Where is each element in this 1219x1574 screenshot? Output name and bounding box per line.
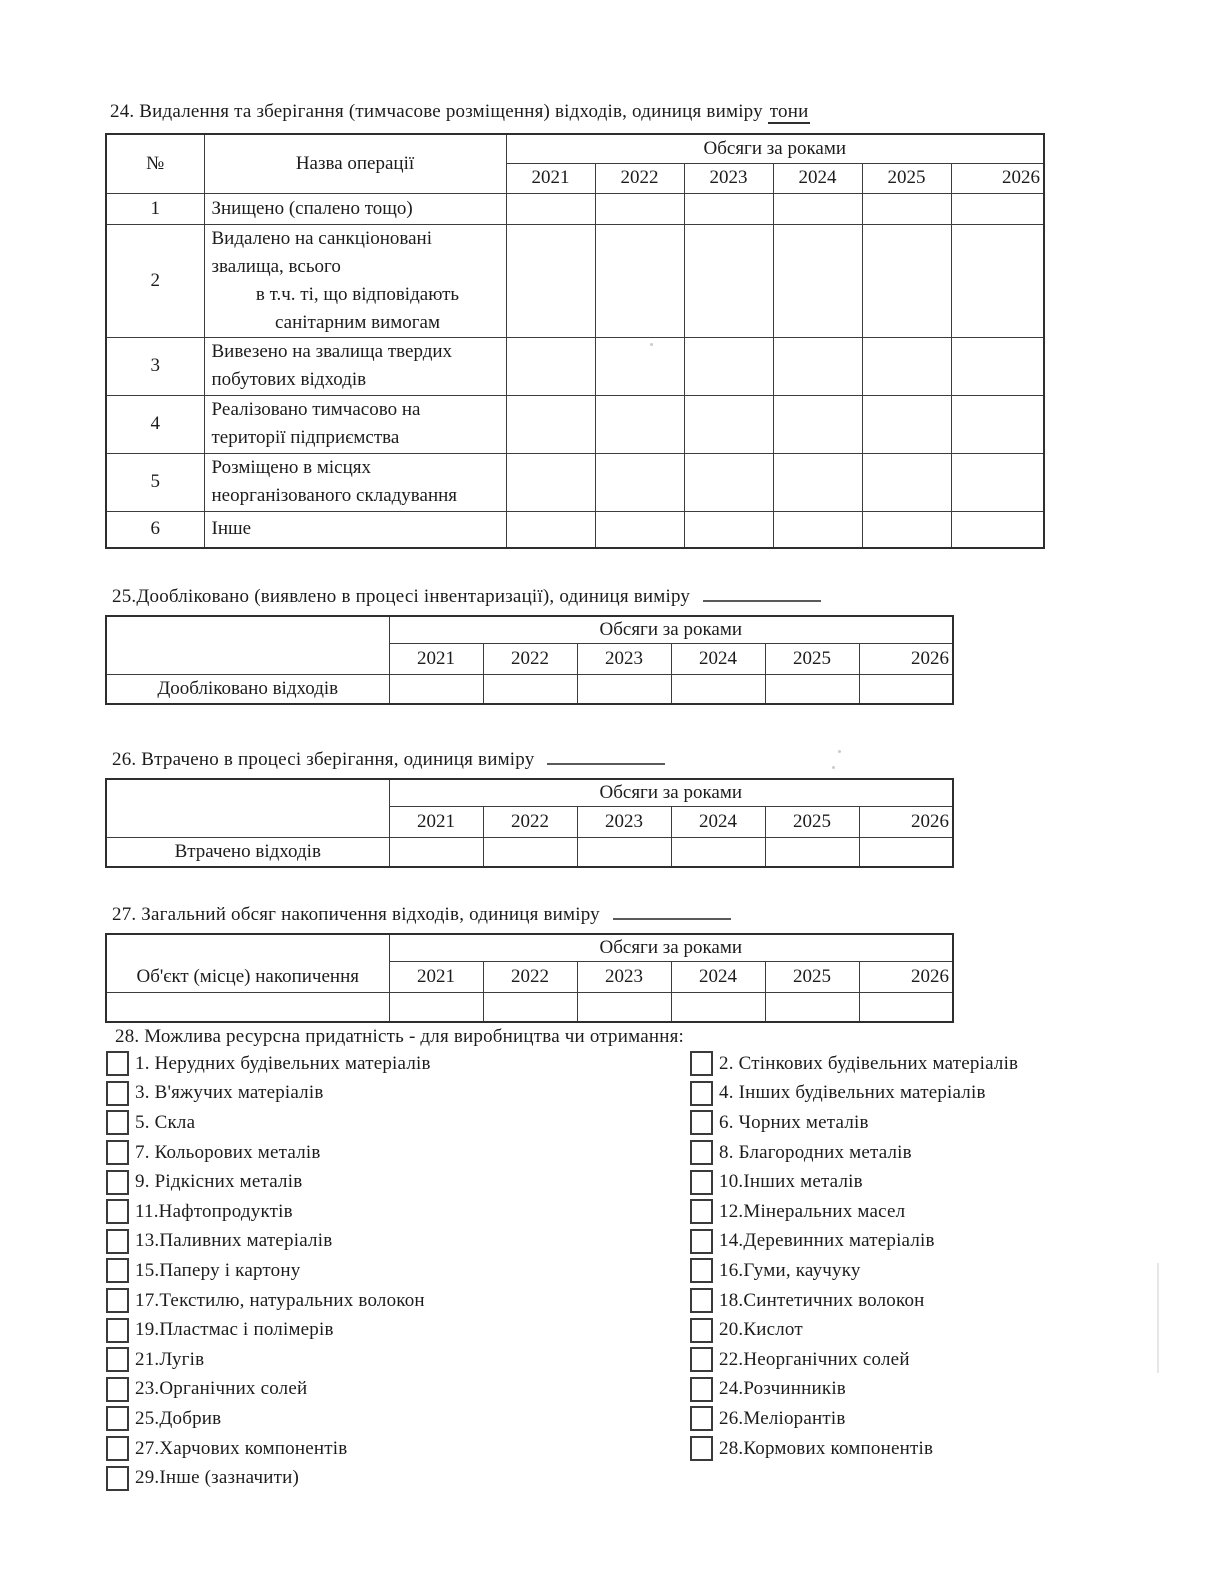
data-cell[interactable] — [506, 511, 595, 548]
column-header-volumes: Обсяги за роками — [389, 779, 953, 806]
operation-cell: Видалено на санкціоновані звалища, всього в т.ч. ті, що відповідають санітарним вимогам — [204, 224, 506, 337]
checklist-item: 27.Харчових компонентів — [106, 1434, 431, 1464]
data-cell[interactable] — [671, 837, 765, 867]
year-header: 2022 — [483, 961, 577, 992]
checklist-item: 18.Синтетичних волокон — [690, 1286, 1018, 1316]
checklist-item: 7. Кольорових металів — [106, 1138, 431, 1168]
row-label-cell: Втрачено відходів — [106, 837, 389, 867]
data-cell[interactable] — [684, 395, 773, 453]
data-cell[interactable] — [684, 193, 773, 224]
year-header: 2023 — [577, 643, 671, 674]
table-waste-disposal-storage — [105, 133, 1045, 549]
section-27-heading-text: 27. Загальний обсяг накопичення відходів, одиниця виміру — [112, 904, 600, 925]
scan-speck — [832, 766, 835, 769]
section-26-heading-text: 26. Втрачено в процесі зберігання, одиниця виміру — [112, 749, 535, 770]
checklist-item: 4. Інших будівельних матеріалів — [690, 1079, 1018, 1109]
row-number-cell: 5 — [106, 453, 204, 511]
operation-cell: Знищено (спалено тощо) — [204, 193, 506, 224]
data-cell[interactable] — [951, 511, 1044, 548]
column-header-volumes: Обсяги за роками — [389, 616, 953, 643]
checkbox-icon[interactable] — [106, 1199, 129, 1224]
checkbox-icon[interactable] — [690, 1406, 713, 1431]
year-header: 2024 — [773, 163, 862, 193]
operation-cell: Вивезено на звалища твердих побутових відходів — [204, 337, 506, 395]
checklist-item: 6. Чорних металів — [690, 1108, 1018, 1138]
data-cell[interactable] — [506, 337, 595, 395]
column-header-number: № — [106, 134, 204, 193]
year-header: 2025 — [765, 643, 859, 674]
checkbox-icon[interactable] — [106, 1081, 129, 1106]
checklist-item: 25.Добрив — [106, 1404, 431, 1434]
checkbox-icon[interactable] — [106, 1347, 129, 1372]
year-header: 2025 — [765, 961, 859, 992]
unit-of-measure-value: тони — [769, 101, 809, 122]
data-cell[interactable] — [389, 674, 483, 704]
column-header-operation: Назва операції — [204, 134, 506, 193]
row-number-cell: 3 — [106, 337, 204, 395]
column-header-volumes: Обсяги за роками — [506, 134, 1044, 163]
data-cell[interactable] — [951, 224, 1044, 337]
checklist-item: 13.Паливних матеріалів — [106, 1227, 431, 1257]
data-cell[interactable] — [951, 193, 1044, 224]
checklist-item: 14.Деревинних матеріалів — [690, 1227, 1018, 1257]
table-additionally-accounted — [105, 615, 954, 705]
checklist-item: 2. Стінкових будівельних матеріалів — [690, 1049, 1018, 1079]
year-header: 2026 — [951, 163, 1044, 193]
section-26-heading — [112, 748, 665, 771]
checkbox-icon[interactable] — [106, 1406, 129, 1431]
data-cell[interactable] — [506, 395, 595, 453]
checklist-item: 9. Рідкісних металів — [106, 1167, 431, 1197]
data-cell[interactable] — [773, 511, 862, 548]
column-header-volumes: Обсяги за роками — [389, 934, 953, 961]
row-label-cell: Дообліковано відходів — [106, 674, 389, 704]
data-cell[interactable] — [773, 337, 862, 395]
checklist-item: 26.Меліорантів — [690, 1404, 1018, 1434]
table-row — [106, 337, 1044, 395]
table-lost-during-storage — [105, 778, 954, 868]
checkbox-icon[interactable] — [106, 1466, 129, 1491]
checkbox-icon[interactable] — [690, 1229, 713, 1254]
data-cell[interactable] — [595, 224, 684, 337]
data-cell[interactable] — [595, 511, 684, 548]
data-cell[interactable] — [773, 453, 862, 511]
data-cell[interactable] — [389, 992, 483, 1022]
checkbox-icon[interactable] — [690, 1258, 713, 1283]
data-cell[interactable] — [859, 837, 953, 867]
operation-cell: Реалізовано тимчасово на території підприємства — [204, 395, 506, 453]
checklist-item: 8. Благородних металів — [690, 1138, 1018, 1168]
year-header: 2025 — [862, 163, 951, 193]
checklist-item: 19.Пластмас і полімерів — [106, 1315, 431, 1345]
year-header: 2023 — [577, 806, 671, 837]
table-row — [106, 193, 1044, 224]
column-header-accumulation-place: Об'єкт (місце) накопичення — [106, 934, 389, 992]
checkbox-icon[interactable] — [106, 1110, 129, 1135]
year-header: 2021 — [506, 163, 595, 193]
checklist-item: 5. Скла — [106, 1108, 431, 1138]
checkbox-icon[interactable] — [690, 1288, 713, 1313]
year-header: 2024 — [671, 961, 765, 992]
checkbox-icon[interactable] — [690, 1377, 713, 1402]
table-row — [106, 224, 1044, 337]
row-number-cell: 1 — [106, 193, 204, 224]
checkbox-icon[interactable] — [690, 1170, 713, 1195]
data-cell[interactable] — [773, 395, 862, 453]
checkbox-icon[interactable] — [106, 1288, 129, 1313]
data-cell[interactable] — [951, 453, 1044, 511]
checkbox-icon[interactable] — [106, 1258, 129, 1283]
checklist-item: 15.Паперу і картону — [106, 1256, 431, 1286]
checkbox-icon[interactable] — [690, 1051, 713, 1076]
data-cell[interactable] — [389, 837, 483, 867]
data-cell[interactable] — [506, 193, 595, 224]
data-cell[interactable] — [765, 837, 859, 867]
checkbox-icon[interactable] — [690, 1140, 713, 1165]
year-header: 2022 — [483, 643, 577, 674]
table-row — [106, 395, 1044, 453]
data-cell[interactable] — [862, 511, 951, 548]
checklist-item: 1. Нерудних будівельних матеріалів — [106, 1049, 431, 1079]
scan-speck — [838, 750, 841, 753]
checkbox-icon[interactable] — [106, 1318, 129, 1343]
section-24-heading — [110, 101, 810, 123]
checkbox-icon[interactable] — [106, 1051, 129, 1076]
data-cell[interactable] — [859, 992, 953, 1022]
year-header: 2023 — [577, 961, 671, 992]
table-row — [106, 511, 1044, 548]
checklist-item: 29.Інше (зазначити) — [106, 1463, 431, 1493]
year-header: 2025 — [765, 806, 859, 837]
data-cell[interactable] — [765, 992, 859, 1022]
table-total-accumulated-waste — [105, 933, 954, 1023]
table-header-row — [106, 934, 953, 961]
row-number-cell: 6 — [106, 511, 204, 548]
checklist-item: 28.Кормових компонентів — [690, 1434, 1018, 1464]
data-cell[interactable] — [671, 992, 765, 1022]
data-cell[interactable] — [684, 511, 773, 548]
table-row — [106, 674, 953, 704]
unit-blank-line[interactable] — [547, 748, 665, 765]
data-cell[interactable] — [506, 453, 595, 511]
data-cell[interactable] — [862, 193, 951, 224]
checkbox-icon[interactable] — [106, 1170, 129, 1195]
data-cell[interactable] — [595, 395, 684, 453]
checklist-item: 3. В'яжучих матеріалів — [106, 1079, 431, 1109]
data-cell[interactable] — [577, 674, 671, 704]
data-cell[interactable] — [862, 453, 951, 511]
table-header-row — [106, 134, 1044, 163]
checkbox-icon[interactable] — [690, 1110, 713, 1135]
year-header: 2026 — [859, 961, 953, 992]
data-cell[interactable] — [951, 395, 1044, 453]
data-cell[interactable] — [862, 337, 951, 395]
checkbox-icon[interactable] — [690, 1318, 713, 1343]
checkbox-icon[interactable] — [690, 1081, 713, 1106]
table-header-row — [106, 779, 953, 806]
year-header: 2021 — [389, 806, 483, 837]
data-cell[interactable] — [595, 337, 684, 395]
checklist-item: 11.Нафтопродуктів — [106, 1197, 431, 1227]
checkbox-icon[interactable] — [690, 1436, 713, 1461]
data-cell[interactable] — [859, 674, 953, 704]
data-cell[interactable] — [684, 453, 773, 511]
data-cell[interactable] — [862, 395, 951, 453]
data-cell[interactable] — [671, 674, 765, 704]
scan-speck — [650, 343, 653, 346]
operation-cell: Розміщено в місцях неорганізованого складування — [204, 453, 506, 511]
data-cell[interactable] — [951, 337, 1044, 395]
checklist-item: 17.Текстилю, натуральних волокон — [106, 1286, 431, 1316]
data-cell[interactable] — [577, 992, 671, 1022]
row-number-cell: 2 — [106, 224, 204, 337]
year-header: 2024 — [671, 643, 765, 674]
data-cell[interactable] — [506, 224, 595, 337]
year-header: 2026 — [859, 806, 953, 837]
year-header: 2022 — [483, 806, 577, 837]
year-header: 2022 — [595, 163, 684, 193]
data-cell[interactable] — [483, 837, 577, 867]
section-25-heading — [112, 585, 821, 608]
checkbox-icon[interactable] — [106, 1436, 129, 1461]
label-header-cell — [106, 779, 389, 837]
section-25-heading-text: 25.Дообліковано (виявлено в процесі інвентаризації), одиниця виміру — [112, 586, 691, 607]
checklist-item: 22.Неорганічних солей — [690, 1345, 1018, 1375]
checkbox-icon[interactable] — [106, 1229, 129, 1254]
row-number-cell: 4 — [106, 395, 204, 453]
unit-blank-line[interactable] — [703, 585, 821, 602]
data-cell[interactable] — [106, 992, 389, 1022]
data-cell[interactable] — [773, 193, 862, 224]
checklist-item: 23.Органічних солей — [106, 1375, 431, 1405]
resource-checklist-left-column — [106, 1049, 431, 1493]
data-cell[interactable] — [765, 674, 859, 704]
table-row — [106, 453, 1044, 511]
section-28-heading: 28. Можлива ресурсна придатність - для виробництва чи отримання: — [115, 1026, 684, 1047]
checkbox-icon[interactable] — [690, 1347, 713, 1372]
table-row — [106, 837, 953, 867]
year-header: 2024 — [671, 806, 765, 837]
year-header: 2021 — [389, 961, 483, 992]
checklist-item: 10.Інших металів — [690, 1167, 1018, 1197]
scan-edge-line — [1157, 1263, 1159, 1373]
data-cell[interactable] — [595, 193, 684, 224]
data-cell[interactable] — [483, 674, 577, 704]
operation-cell: Інше — [204, 511, 506, 548]
data-cell[interactable] — [483, 992, 577, 1022]
section-24-heading-text: 24. Видалення та зберігання (тимчасове розміщення) відходів, одиниця виміру — [110, 101, 763, 122]
checklist-item: 16.Гуми, каучуку — [690, 1256, 1018, 1286]
resource-checklist-right-column — [690, 1049, 1018, 1463]
checkbox-icon[interactable] — [690, 1199, 713, 1224]
table-header-row — [106, 616, 953, 643]
checkbox-icon[interactable] — [106, 1140, 129, 1165]
year-header: 2023 — [684, 163, 773, 193]
data-cell[interactable] — [684, 337, 773, 395]
checklist-item: 21.Лугів — [106, 1345, 431, 1375]
checkbox-icon[interactable] — [106, 1377, 129, 1402]
section-27-heading — [112, 903, 731, 926]
unit-blank-line[interactable] — [613, 903, 731, 920]
year-header: 2026 — [859, 643, 953, 674]
data-cell[interactable] — [773, 224, 862, 337]
data-cell[interactable] — [684, 224, 773, 337]
checklist-item: 20.Кислот — [690, 1315, 1018, 1345]
year-header: 2021 — [389, 643, 483, 674]
table-row — [106, 992, 953, 1022]
label-header-cell — [106, 616, 389, 674]
data-cell[interactable] — [577, 837, 671, 867]
checklist-item: 24.Розчинників — [690, 1375, 1018, 1405]
data-cell[interactable] — [862, 224, 951, 337]
checklist-item: 12.Мінеральних масел — [690, 1197, 1018, 1227]
data-cell[interactable] — [595, 453, 684, 511]
